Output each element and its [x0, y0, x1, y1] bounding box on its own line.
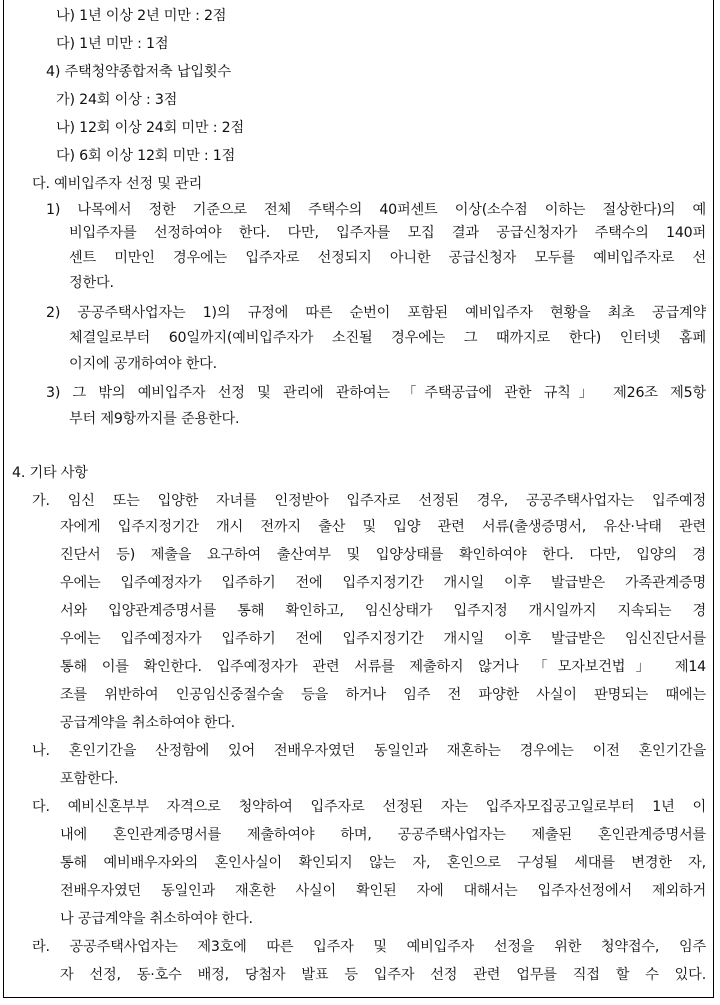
text-line: 자에게 입주지정기간 개시 전까지 출산 및 입양 관련 서류(출생증명서, 유산·낙태 관련	[60, 519, 706, 535]
text-line: 3) 그 밖의 예비입주자 선정 및 관리에 관하여는 「주택공급에 관한 규칙」 제26조 제5항	[46, 385, 706, 401]
text-line: 자 선정, 동·호수 배정, 당첨자 발표 등 입주자 선정 관련 업무를 직접 할 수 있다.	[60, 967, 706, 983]
text-line: 다. 예비입주자 선정 및 관리	[32, 176, 203, 192]
text-line: 1) 나목에서 정한 기준으로 전체 주택수의 40퍼센트 이상(소수점 이하는 절상한다)의 예	[46, 202, 706, 218]
text-line: 다) 6회 이상 12회 미만 : 1점	[56, 148, 236, 164]
text-line: 체결일로부터 60일까지(예비입주자가 소진될 경우에는 그 때까지로 한다) 인터넷 홈페	[69, 330, 706, 346]
text-line: 진단서 등) 제출을 요구하여 출산여부 및 입양상태를 확인하여야 한다. 다만, 입양의 경	[60, 547, 706, 563]
text-line: 4) 주택청약종합저축 납입횟수	[46, 64, 231, 80]
text-line: 이지에 공개하여야 한다.	[69, 356, 217, 372]
text-line: 2) 공공주택사업자는 1)의 규정에 따른 순번이 포함된 예비입주자 현황을 최초 공급계약	[46, 305, 706, 321]
text-line: 내에 혼인관계증명서를 제출하여야 하며, 공공주택사업자는 제출된 혼인관계증명서를	[60, 827, 706, 843]
text-line: 비입주자를 선정하여야 한다. 다만, 입주자를 모집 결과 공급신청자가 주택수의 140퍼	[69, 225, 706, 241]
text-line: 조를 위반하여 인공임신중절수술 등을 하거나 임주 전 파양한 사실이 판명되는 때에는	[60, 687, 706, 703]
text-line: 4. 기타 사항	[12, 465, 88, 481]
text-line: 나 공급계약을 취소하여야 한다.	[60, 911, 253, 927]
text-line: 다. 예비신혼부부 자격으로 청약하여 입주자로 선정된 자는 입주자모집공고일로부터 1년 이	[32, 799, 706, 815]
text-line: 라. 공공주택사업자는 제3호에 따른 입주자 및 예비입주자 선정을 위한 청약접수, 임주	[32, 939, 706, 955]
text-line: 우에는 입주예정자가 입주하기 전에 입주지정기간 개시일 이후 발급받은 임신진단서를	[60, 631, 706, 647]
text-line: 나) 12회 이상 24회 미만 : 2점	[56, 120, 244, 136]
text-line: 가. 임신 또는 입양한 자녀를 인정받아 입주자로 선정된 경우, 공공주택사업자는 입주예정	[32, 493, 706, 509]
text-line: 부터 제9항까지를 준용한다.	[69, 411, 240, 427]
text-line: 통해 예비배우자와의 혼인사실이 확인되지 않는 자, 혼인으로 구성될 세대를 변경한 자,	[60, 855, 706, 871]
text-line: 센트 미만인 경우에는 입주자로 선정되지 아니한 공급신청자 모두를 예비입주자로 선	[69, 250, 706, 266]
text-line: 우에는 입주예정자가 입주하기 전에 입주지정기간 개시일 이후 발급받은 가족관계증명	[60, 575, 706, 591]
text-line: 나. 혼인기간을 산정함에 있어 전배우자였던 동일인과 재혼하는 경우에는 이전 혼인기간을	[32, 743, 706, 759]
text-line: 전배우자였던 동일인과 재혼한 사실이 확인된 자에 대해서는 입주자선정에서 제외하거	[60, 883, 706, 899]
text-line: 나) 1년 이상 2년 미만 : 2점	[56, 8, 227, 24]
text-line: 통해 이를 확인한다. 입주예정자가 관련 서류를 제출하지 않거나 「모자보건법」 제14	[60, 659, 706, 675]
text-line: 포함한다.	[60, 771, 119, 787]
text-line: 공급계약을 취소하여야 한다.	[60, 715, 235, 731]
text-line: 서와 입양관계증명서를 통해 확인하고, 임신상태가 입주지정 개시일까지 지속되는 경	[60, 603, 706, 619]
text-line: 정한다.	[69, 275, 114, 291]
text-line: 다) 1년 미만 : 1점	[56, 36, 169, 52]
text-line: 가) 24회 이상 : 3점	[56, 92, 178, 108]
